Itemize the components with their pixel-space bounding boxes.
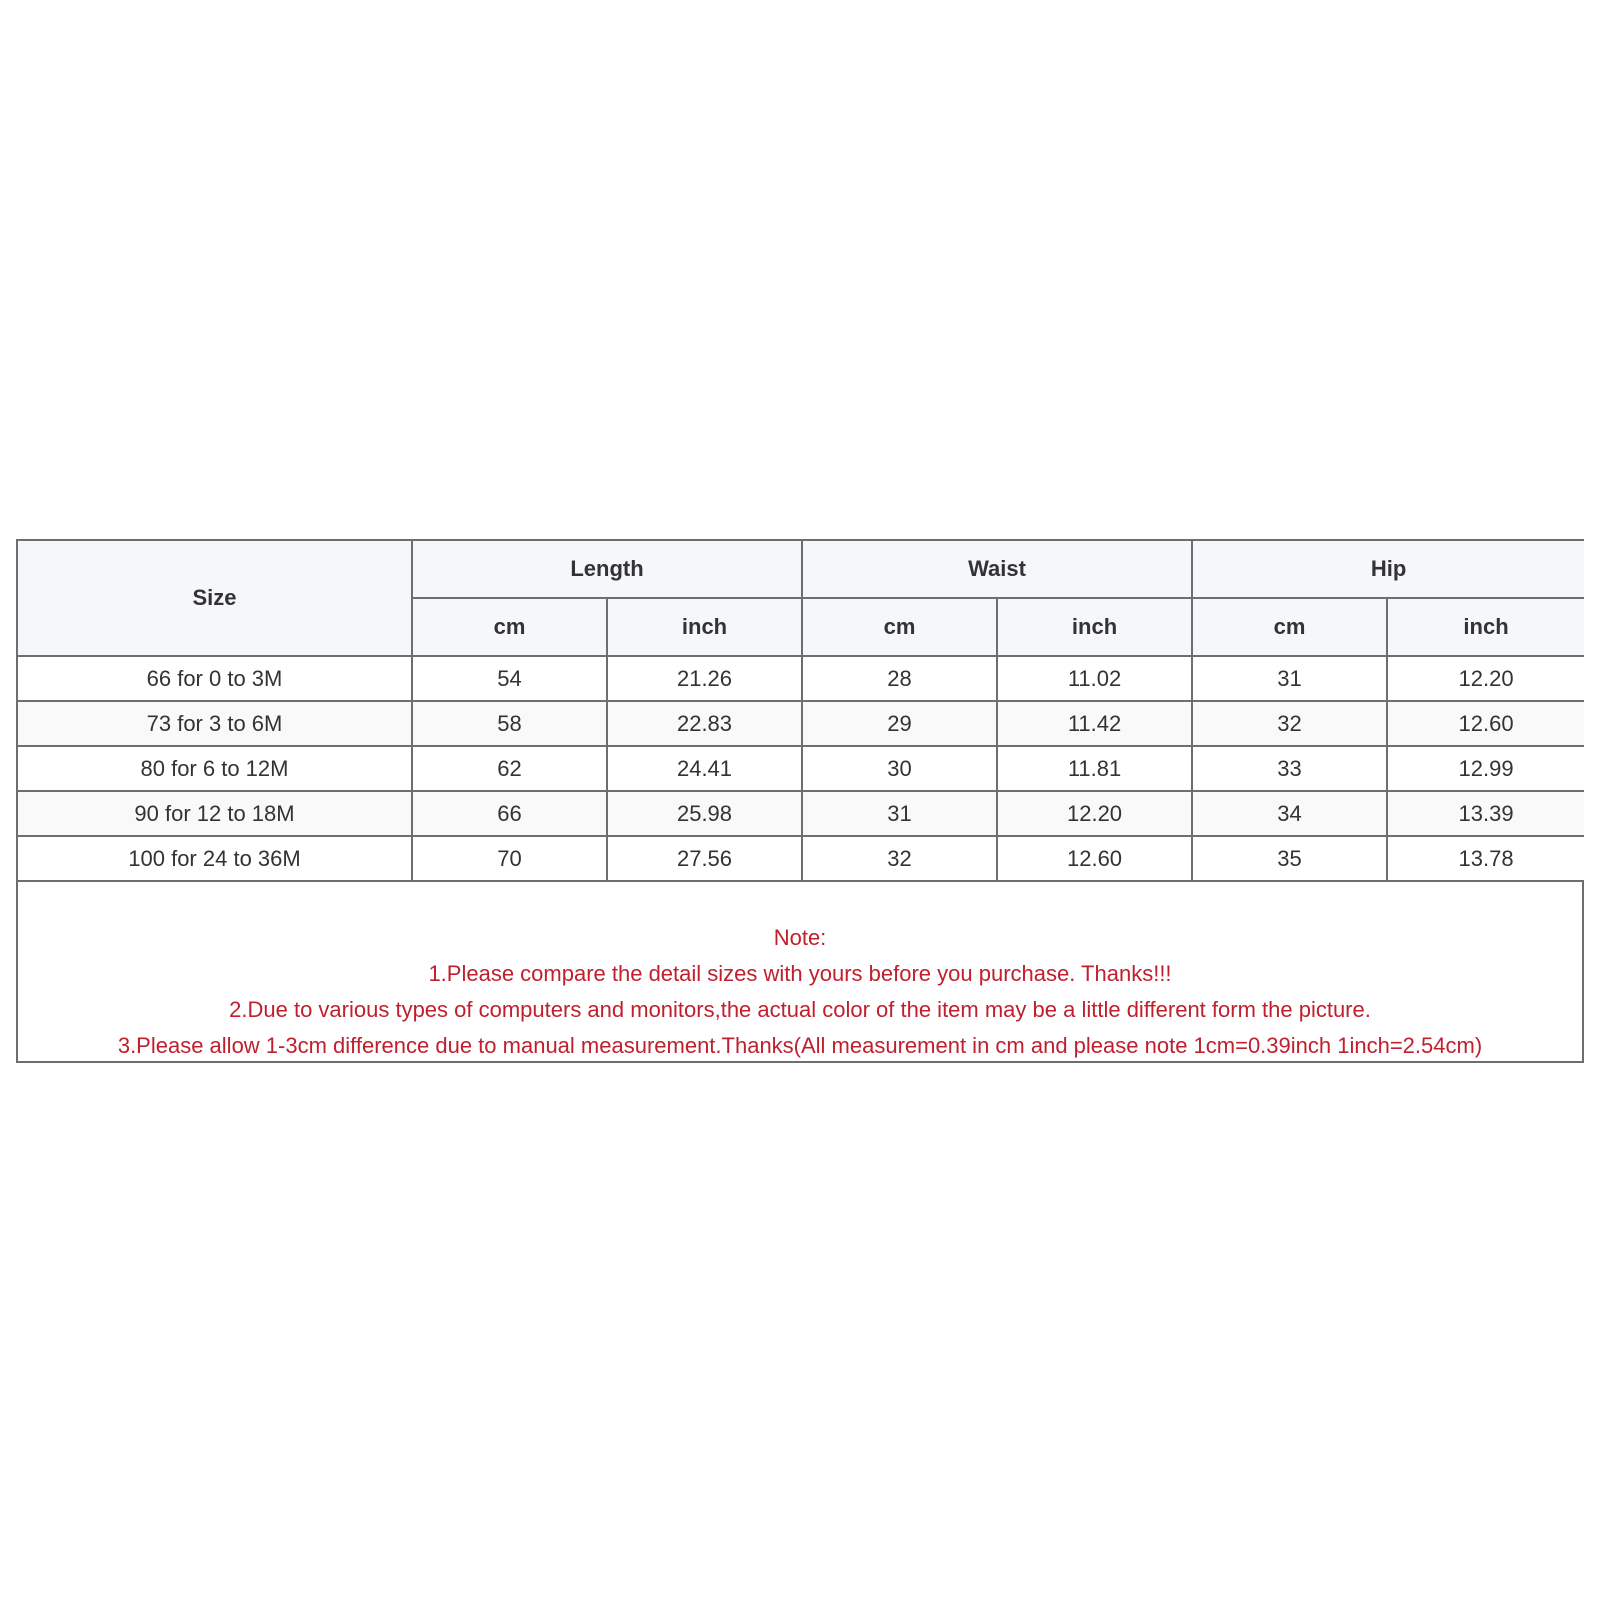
table-row: [18, 836, 1584, 881]
waist-inch-cell: 11.42: [997, 701, 1192, 746]
length-cm-cell: 70: [412, 836, 607, 881]
note-line-1: 1.Please compare the detail sizes with yours before you purchase. Thanks!!!: [428, 961, 1172, 986]
waist-inch-cell: 11.02: [997, 656, 1192, 701]
table-row: [18, 701, 1584, 746]
waist-cm-cell: 31: [802, 791, 997, 836]
hip-cm-cell: 32: [1192, 701, 1387, 746]
note-title: Note:: [773, 925, 827, 950]
size-cell: 66 for 0 to 3M: [18, 656, 412, 701]
length-inch-cell: 21.26: [607, 656, 802, 701]
length-cm-cell: 54: [412, 656, 607, 701]
length-cm-cell: 66: [412, 791, 607, 836]
size-cell: 90 for 12 to 18M: [18, 791, 412, 836]
waist-cm-cell: 30: [802, 746, 997, 791]
length-cm-header: cm: [412, 598, 607, 656]
note-line-2: 2.Due to various types of computers and monitors,the actual color of the item may be a little different form the picture.: [229, 997, 1371, 1022]
hip-cm-cell: 35: [1192, 836, 1387, 881]
size-header: Size: [18, 541, 412, 656]
hip-cm-header: cm: [1192, 598, 1387, 656]
hip-inch-header: inch: [1387, 598, 1584, 656]
hip-inch-cell: 13.39: [1387, 791, 1584, 836]
length-header: Length: [412, 541, 802, 598]
hip-cm-cell: 34: [1192, 791, 1387, 836]
waist-inch-header: inch: [997, 598, 1192, 656]
size-chart: [16, 539, 1584, 1063]
table-row: [18, 746, 1584, 791]
size-cell: 100 for 24 to 36M: [18, 836, 412, 881]
waist-cm-cell: 32: [802, 836, 997, 881]
length-inch-cell: 27.56: [607, 836, 802, 881]
waist-inch-cell: 11.81: [997, 746, 1192, 791]
length-inch-cell: 22.83: [607, 701, 802, 746]
waist-inch-cell: 12.60: [997, 836, 1192, 881]
hip-inch-cell: 13.78: [1387, 836, 1584, 881]
hip-cm-cell: 33: [1192, 746, 1387, 791]
waist-cm-header: cm: [802, 598, 997, 656]
size-cell: 80 for 6 to 12M: [18, 746, 412, 791]
hip-header: Hip: [1192, 541, 1584, 598]
length-inch-cell: 24.41: [607, 746, 802, 791]
notes-section: [18, 882, 1582, 1064]
table-row: [18, 656, 1584, 701]
note-line-3: 3.Please allow 1-3cm difference due to manual measurement.Thanks(All measurement in cm and please note 1cm=0.39inch 1inch=2.54cm): [117, 1033, 1483, 1058]
waist-cm-cell: 28: [802, 656, 997, 701]
length-inch-cell: 25.98: [607, 791, 802, 836]
waist-cm-cell: 29: [802, 701, 997, 746]
length-cm-cell: 62: [412, 746, 607, 791]
waist-header: Waist: [802, 541, 1192, 598]
table-row: [18, 791, 1584, 836]
hip-inch-cell: 12.99: [1387, 746, 1584, 791]
size-cell: 73 for 3 to 6M: [18, 701, 412, 746]
size-table: [18, 541, 1584, 882]
hip-cm-cell: 31: [1192, 656, 1387, 701]
header-row-groups: [18, 541, 1584, 598]
length-inch-header: inch: [607, 598, 802, 656]
length-cm-cell: 58: [412, 701, 607, 746]
waist-inch-cell: 12.20: [997, 791, 1192, 836]
hip-inch-cell: 12.60: [1387, 701, 1584, 746]
hip-inch-cell: 12.20: [1387, 656, 1584, 701]
